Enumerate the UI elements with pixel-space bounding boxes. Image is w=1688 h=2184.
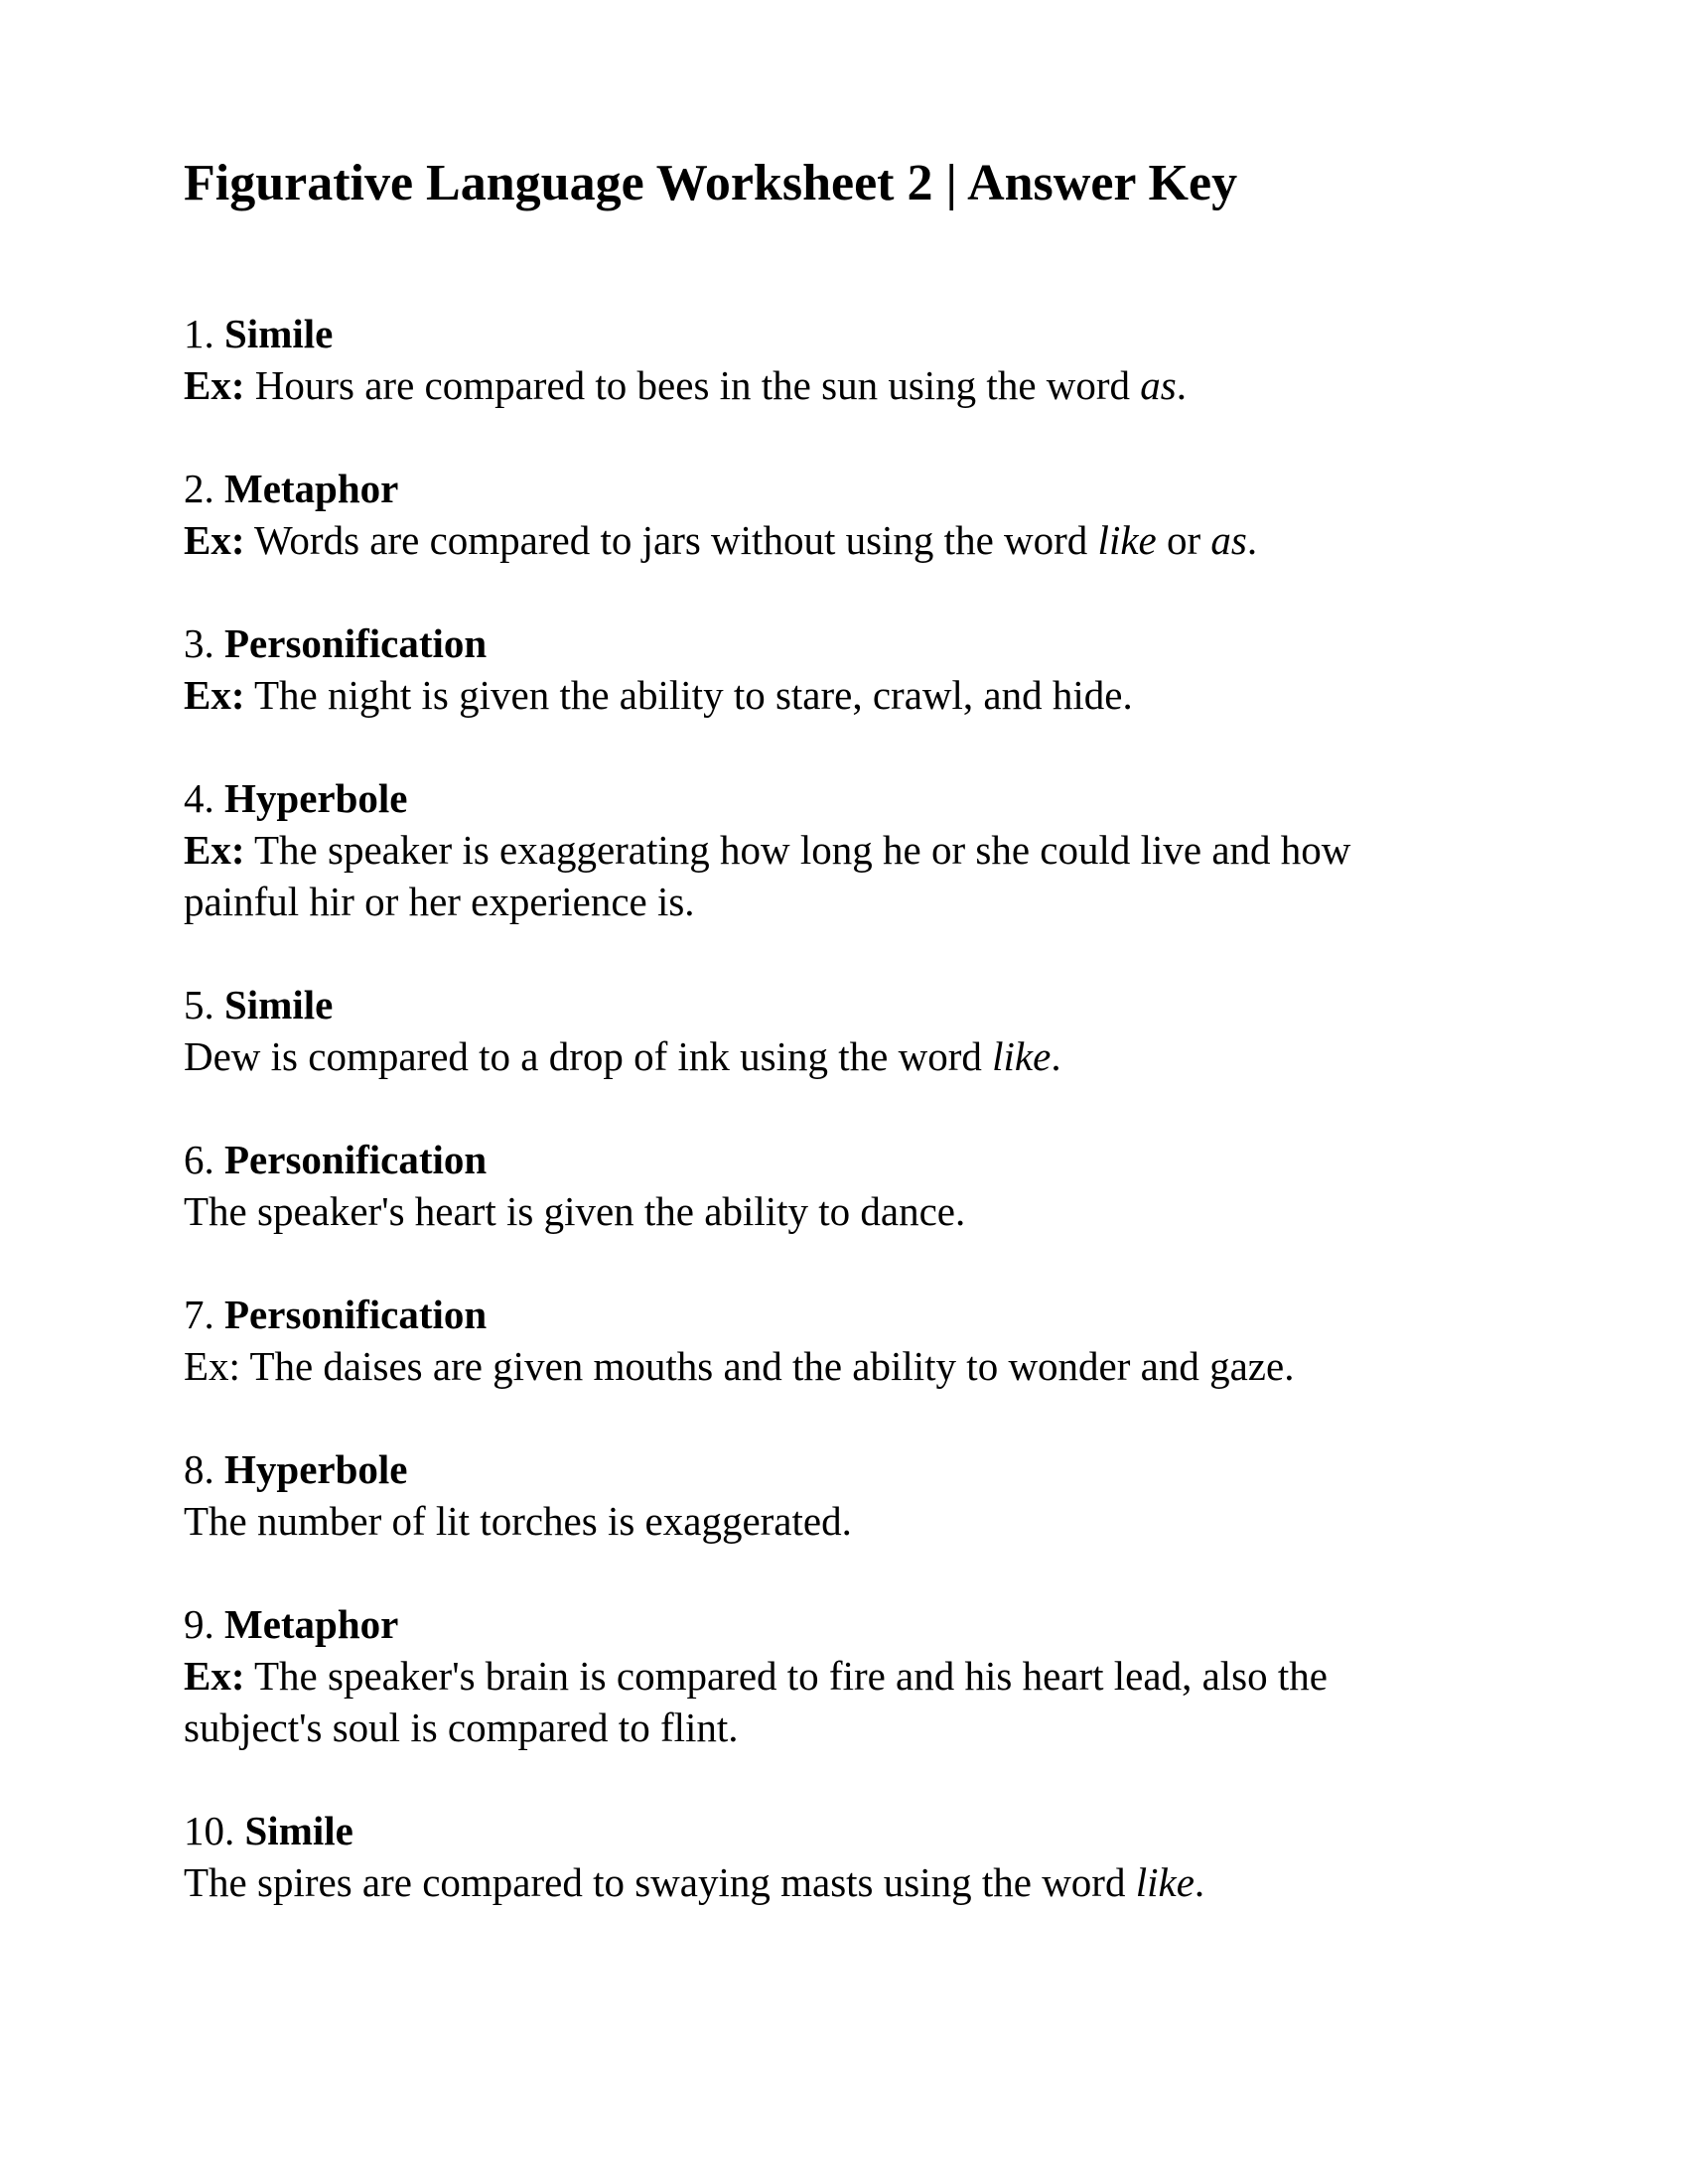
text-segment: The speaker's heart is given the ability to dance. <box>184 1188 966 1234</box>
item-heading <box>184 979 1479 1030</box>
item-heading <box>184 1598 1479 1650</box>
item-number: 10. <box>184 1808 235 1853</box>
item-number: 7. <box>184 1292 214 1337</box>
text-segment: like <box>1097 517 1157 563</box>
text-segment: as <box>1140 362 1177 408</box>
text-segment: Ex: <box>184 362 245 408</box>
item-heading <box>184 1443 1479 1495</box>
item-term: Hyperbole <box>224 775 408 821</box>
item-description <box>184 669 1479 721</box>
text-segment: or <box>1156 517 1211 563</box>
item-description <box>184 824 1479 927</box>
text-segment: like <box>1135 1859 1195 1905</box>
answer-item <box>184 1598 1479 1753</box>
text-segment: The speaker is exaggerating how long he or she could live and how <box>244 827 1351 873</box>
item-description <box>184 1856 1479 1908</box>
text-segment: The spires are compared to swaying masts using the word <box>184 1859 1136 1905</box>
item-term: Simile <box>224 311 334 356</box>
text-segment: The number of lit torches is exaggerated. <box>184 1498 852 1544</box>
answer-item <box>184 1134 1479 1237</box>
item-term: Metaphor <box>224 466 399 511</box>
text-segment: as <box>1210 517 1247 563</box>
text-segment: Ex: <box>184 517 245 563</box>
answer-item <box>184 1443 1479 1547</box>
item-number: 6. <box>184 1137 214 1182</box>
text-segment: painful hir or her experience is. <box>184 879 695 924</box>
item-description <box>184 359 1479 411</box>
item-heading <box>184 772 1479 824</box>
item-number: 8. <box>184 1446 214 1492</box>
answer-item <box>184 1805 1479 1908</box>
answer-list <box>184 308 1479 1908</box>
item-description <box>184 1340 1479 1392</box>
answer-item <box>184 1289 1479 1392</box>
answer-item <box>184 617 1479 721</box>
item-term: Hyperbole <box>224 1446 408 1492</box>
item-number: 9. <box>184 1601 214 1647</box>
item-number: 1. <box>184 311 214 356</box>
text-segment: The speaker's brain is compared to fire and his heart lead, also the <box>244 1653 1328 1699</box>
text-segment: Ex: <box>184 1653 245 1699</box>
answer-item <box>184 979 1479 1082</box>
item-description <box>184 1185 1479 1237</box>
item-heading <box>184 463 1479 514</box>
item-heading <box>184 1134 1479 1185</box>
text-segment: like <box>992 1033 1052 1079</box>
text-segment: . <box>1246 517 1258 563</box>
item-term: Personification <box>224 1137 488 1182</box>
text-segment: Words are compared to jars without using the word <box>244 517 1098 563</box>
item-description <box>184 514 1479 566</box>
answer-item <box>184 463 1479 566</box>
item-number: 5. <box>184 982 214 1027</box>
item-heading <box>184 308 1479 359</box>
text-segment: Dew is compared to a drop of ink using the word <box>184 1033 993 1079</box>
item-term: Personification <box>224 620 488 666</box>
text-segment: Ex: <box>184 827 245 873</box>
item-heading <box>184 617 1479 669</box>
answer-item <box>184 772 1479 927</box>
answer-item <box>184 308 1479 411</box>
item-term: Simile <box>224 982 334 1027</box>
item-heading <box>184 1805 1479 1856</box>
item-number: 3. <box>184 620 214 666</box>
item-term: Personification <box>224 1292 488 1337</box>
item-term: Metaphor <box>224 1601 399 1647</box>
text-segment: subject's soul is compared to flint. <box>184 1705 739 1750</box>
item-number: 2. <box>184 466 214 511</box>
item-heading <box>184 1289 1479 1340</box>
text-segment: Hours are compared to bees in the sun using the word <box>244 362 1141 408</box>
text-segment: The night is given the ability to stare, crawl, and hide. <box>244 672 1133 718</box>
text-segment: . <box>1194 1859 1205 1905</box>
text-segment: Ex: <box>184 672 245 718</box>
item-description <box>184 1030 1479 1082</box>
item-description <box>184 1650 1479 1753</box>
text-segment: . <box>1176 362 1187 408</box>
item-number: 4. <box>184 775 214 821</box>
text-segment: Ex: The daises are given mouths and the ability to wonder and gaze. <box>184 1343 1295 1389</box>
text-segment: . <box>1051 1033 1061 1079</box>
item-term: Simile <box>244 1808 353 1853</box>
item-description <box>184 1495 1479 1547</box>
page-title: Figurative Language Worksheet 2 | Answer Key <box>184 155 1238 211</box>
